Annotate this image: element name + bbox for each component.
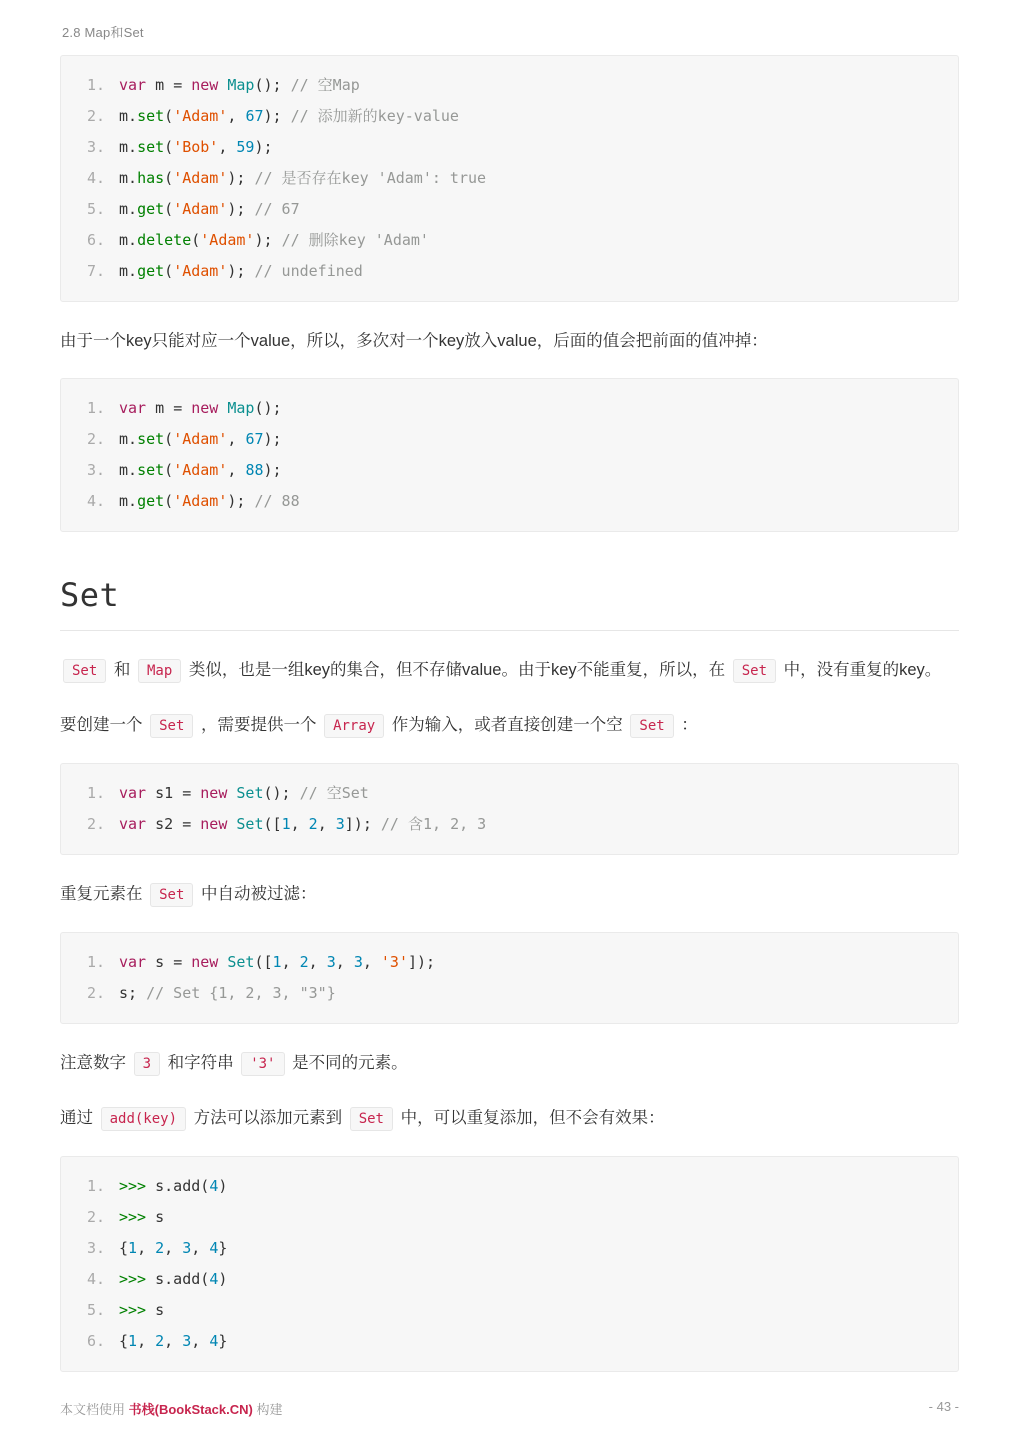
code-token: 2 [299,953,309,971]
code-token: m. [119,107,138,125]
code-token: // 67 [254,200,300,218]
code-token: m. [119,461,138,479]
inline-code-set-6: Set [350,1107,393,1131]
footer-credit [60,1399,283,1418]
code-line [61,778,958,809]
footer-suffix: 构建 [252,1402,283,1417]
bookstack-link[interactable]: 书栈(BookStack.CN) [128,1402,253,1417]
code-token: 3 [182,1332,192,1350]
paragraph-set-intro [60,655,959,686]
code-text [119,393,282,424]
code-token: ([ [263,815,282,833]
code-token: (); [263,784,300,802]
code-token: 4 [209,1332,219,1350]
code-token: 67 [245,430,264,448]
code-line [61,132,958,163]
code-line [61,486,958,517]
code-token: ) [218,1270,228,1288]
code-token: 88 [245,461,264,479]
code-token: m. [119,262,138,280]
code-line [61,225,958,256]
code-token: Set [236,784,264,802]
code-token: 'Adam' [173,200,228,218]
code-token: m [155,76,174,94]
code-token: m. [119,231,138,249]
page-footer [60,1399,959,1418]
code-token: 'Adam' [173,430,228,448]
code-text [119,1233,227,1264]
code-token: m. [119,138,138,156]
code-line [61,978,958,1009]
code-token: ( [191,231,201,249]
code-token: Map [227,399,255,417]
code-text [119,455,282,486]
code-token: = [182,815,201,833]
code-token: = [173,399,192,417]
code-text [119,163,486,194]
line-number: 2. [86,815,105,833]
code-token: Set [227,953,255,971]
code-token: // Set {1, 2, 3, "3"} [146,984,336,1002]
code-token: ( [164,107,174,125]
page-number: - 43 - [928,1399,959,1414]
code-token: ( [164,262,174,280]
code-token: // 删除key 'Adam' [281,231,429,249]
code-text [119,194,300,225]
text-seg: 重复元素在 [60,885,148,903]
code-line [61,1264,958,1295]
line-number: 2. [86,984,105,1002]
code-token: ( [164,169,174,187]
code-token: get [137,492,165,510]
code-token: has [137,169,165,187]
code-token: 4 [209,1270,219,1288]
code-token: 3 [353,953,363,971]
line-number: 4. [86,169,105,187]
code-line [61,1171,958,1202]
code-token: // 含1, 2, 3 [380,815,487,833]
code-token: ); [263,430,282,448]
code-token: ); [227,492,255,510]
line-number: 3. [86,1239,105,1257]
code-token: 2 [155,1239,165,1257]
line-number: 6. [86,231,105,249]
code-token: 67 [245,107,264,125]
code-token: ); [263,107,291,125]
line-number: 3. [86,461,105,479]
code-text [119,70,360,101]
code-token: 'Adam' [173,461,228,479]
code-token: var [119,953,156,971]
line-number: 5. [86,200,105,218]
paragraph-number-vs-string [60,1048,959,1079]
code-token: delete [137,231,192,249]
code-line [61,101,958,132]
code-token: 3 [182,1239,192,1257]
code-token: ) [218,1177,228,1195]
code-token: 1 [128,1332,138,1350]
code-token: , [281,953,300,971]
code-token: = [182,784,201,802]
code-line [61,70,958,101]
breadcrumb: 2.8 Map和Set [62,25,144,40]
code-line [61,256,958,287]
line-number: 7. [86,262,105,280]
code-token: ( [164,430,174,448]
line-number: 1. [86,784,105,802]
code-token: m. [119,492,138,510]
code-token: var [119,76,156,94]
code-token: 1 [272,953,282,971]
code-token: >>> [119,1208,156,1226]
code-text [119,1202,164,1233]
code-token: var [119,399,156,417]
code-token: s1 [155,784,183,802]
code-line [61,1326,958,1357]
code-token: ); [254,231,282,249]
text-seg: 是不同的元素。 [287,1054,408,1072]
code-token: get [137,262,165,280]
code-token: ); [254,138,273,156]
code-token: Map [227,76,255,94]
code-token: , [218,138,237,156]
code-token: ); [227,169,255,187]
code-token: m [155,399,174,417]
code-token: s; [119,984,147,1002]
inline-code-set-3: Set [150,714,193,738]
code-token: set [137,107,165,125]
text-seg: 方法可以添加元素到 [189,1109,347,1127]
code-token: 'Adam' [200,231,255,249]
code-text [119,256,363,287]
code-token: , [308,953,327,971]
code-token: 2 [155,1332,165,1350]
line-number: 4. [86,1270,105,1288]
code-token: , [317,815,336,833]
paragraph-key-value: 由于一个key只能对应一个value，所以，多次对一个key放入value，后面的值会把前面的值冲掉： [60,332,768,350]
code-token: set [137,430,165,448]
code-text [119,978,336,1009]
code-text [119,809,486,840]
code-token: // 88 [254,492,300,510]
code-block-map-methods [60,55,959,302]
inline-code-map: Map [138,659,181,683]
code-token: '3' [380,953,408,971]
section-heading-set: Set [60,576,959,631]
code-token: new [191,399,228,417]
code-token: , [137,1332,156,1350]
code-token: ( [164,138,174,156]
code-token: s.add( [155,1177,210,1195]
paragraph-add-key [60,1103,959,1134]
code-line [61,393,958,424]
code-token: 'Adam' [173,107,228,125]
code-token: = [173,953,192,971]
code-token: { [119,1239,129,1257]
code-token: , [227,107,246,125]
code-line [61,1233,958,1264]
text-seg: ： [676,716,698,734]
code-text [119,778,369,809]
line-number: 1. [86,76,105,94]
code-token: 3 [335,815,345,833]
code-token: ( [164,461,174,479]
inline-code-array: Array [324,714,384,738]
code-text [119,132,273,163]
code-token: >>> [119,1177,156,1195]
code-token: 'Adam' [173,492,228,510]
text-seg: 中自动被过滤： [196,885,317,903]
code-token: var [119,784,156,802]
code-token: ]); [408,953,436,971]
code-token: ); [263,461,282,479]
code-token: (); [254,76,291,94]
text-seg: 中，可以重复添加，但不会有效果： [396,1109,665,1127]
code-token: set [137,138,165,156]
line-number: 2. [86,1208,105,1226]
code-token: 2 [308,815,318,833]
code-token: , [290,815,309,833]
code-token: } [218,1332,228,1350]
paragraph-create-set [60,710,959,741]
code-token: ([ [254,953,273,971]
code-token: ( [164,492,174,510]
inline-code-set-4: Set [630,714,673,738]
code-token: , [335,953,354,971]
code-token: new [191,953,228,971]
code-token: ); [227,262,255,280]
code-text [119,1264,227,1295]
text-seg: 中，没有重复的key。 [779,661,942,679]
code-token: >>> [119,1301,156,1319]
code-token: new [200,784,237,802]
code-token: } [218,1239,228,1257]
code-token: s [155,1208,165,1226]
code-token: 59 [236,138,255,156]
code-token: 3 [326,953,336,971]
code-token: new [191,76,228,94]
code-token: var [119,815,156,833]
inline-code-three: 3 [134,1052,160,1076]
code-token: , [191,1332,210,1350]
code-token: , [362,953,381,971]
code-token: ( [164,200,174,218]
code-block-set-create [60,763,959,855]
inline-code-set: Set [63,659,106,683]
code-line [61,1295,958,1326]
code-token: , [227,461,246,479]
code-text [119,486,300,517]
code-token: 4 [209,1177,219,1195]
code-token: // 空Set [299,784,369,802]
code-token: set [137,461,165,479]
line-number: 5. [86,1301,105,1319]
code-token: s [155,953,174,971]
code-text [119,101,459,132]
code-text [119,1171,227,1202]
code-token: // 空Map [290,76,360,94]
code-text [119,947,435,978]
paragraph-dedupe [60,879,959,910]
code-line [61,163,958,194]
code-text [119,225,429,256]
text-seg: 注意数字 [60,1054,131,1072]
code-token: , [164,1239,183,1257]
code-line [61,947,958,978]
code-token: , [137,1239,156,1257]
code-token: // undefined [254,262,363,280]
code-token: 'Adam' [173,169,228,187]
code-text [119,1295,164,1326]
code-line [61,455,958,486]
inline-code-set-2: Set [733,659,776,683]
code-token: = [173,76,192,94]
code-line [61,1202,958,1233]
code-token: , [191,1239,210,1257]
line-number: 6. [86,1332,105,1350]
code-token: 4 [209,1239,219,1257]
line-number: 2. [86,107,105,125]
text-seg: 和字符串 [163,1054,239,1072]
code-token: m. [119,200,138,218]
code-token: // 添加新的key-value [290,107,459,125]
line-number: 4. [86,492,105,510]
code-line [61,809,958,840]
line-number: 1. [86,399,105,417]
inline-code-add-key: add(key) [101,1107,186,1131]
inline-code-set-5: Set [150,883,193,907]
code-token: // 是否存在key 'Adam': true [254,169,487,187]
code-token: { [119,1332,129,1350]
code-token: s [155,1301,165,1319]
text-seg: ，需要提供一个 [196,716,322,734]
code-token: ]); [344,815,381,833]
code-line [61,424,958,455]
code-token: , [227,430,246,448]
code-block-set-add [60,1156,959,1372]
text-seg: 类似，也是一组key的集合，但不存储value。由于key不能重复，所以，在 [184,661,730,679]
code-token: new [200,815,237,833]
code-token: , [164,1332,183,1350]
code-block-map-overwrite [60,378,959,532]
text-seg: 通过 [60,1109,98,1127]
code-token: 'Adam' [173,262,228,280]
line-number: 1. [86,1177,105,1195]
code-token: (); [254,399,282,417]
code-text [119,1326,227,1357]
code-token: 'Bob' [173,138,219,156]
code-text [119,424,282,455]
code-token: 1 [281,815,291,833]
code-token: m. [119,430,138,448]
text-seg: 作为输入，或者直接创建一个空 [387,716,628,734]
code-block-set-dedupe [60,932,959,1024]
line-number: 2. [86,430,105,448]
code-line [61,194,958,225]
line-number: 3. [86,138,105,156]
line-number: 1. [86,953,105,971]
code-token: m. [119,169,138,187]
footer-prefix: 本文档使用 [60,1402,129,1417]
text-seg: 和 [109,661,135,679]
code-token: s2 [155,815,183,833]
code-token: >>> [119,1270,156,1288]
code-token: s.add( [155,1270,210,1288]
text-seg: 要创建一个 [60,716,148,734]
code-token: get [137,200,165,218]
code-token: ); [227,200,255,218]
code-token: 1 [128,1239,138,1257]
code-token: Set [236,815,264,833]
inline-code-three-string: '3' [241,1052,284,1076]
